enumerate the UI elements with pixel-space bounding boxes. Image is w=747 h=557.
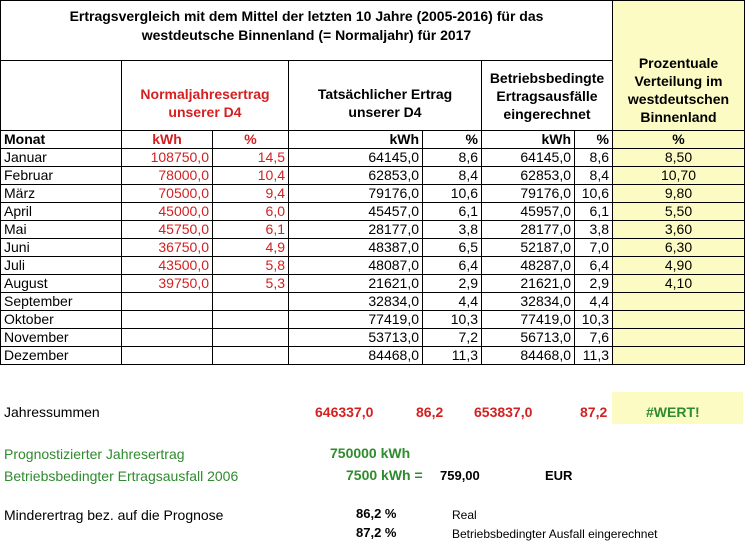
normal-pct-cell: 10,4 [213,167,289,185]
shortfall-adjusted-pct: 87,2 % [356,525,397,540]
actual-kwh-cell: 45457,0 [289,203,423,221]
totals-adjusted-pct: 87,2 [580,404,608,420]
month-cell: Dezember [1,347,122,365]
adjusted-kwh-cell: 48287,0 [482,257,575,275]
month-cell: September [1,293,122,311]
adjusted-pct-cell: 6,4 [575,257,613,275]
shortfall-adjusted-label: Betriebsbedingter Ausfall eingerechnet [452,527,658,541]
title-line-1: Ertragsvergleich mit dem Mittel der letzten 10 Jahre (2005-2016) für das [69,8,544,24]
distribution-cell [613,293,745,311]
normal-kwh-header: kWh [122,131,213,149]
distribution-cell: 10,70 [613,167,745,185]
actual-pct-cell: 2,9 [423,275,482,293]
distribution-pct-header: % [613,131,745,149]
table-row [1,293,745,311]
distribution-cell: 5,50 [613,203,745,221]
actual-pct-header: % [423,131,482,149]
normal-kwh-cell: 39750,0 [122,275,213,293]
actual-kwh-cell: 28177,0 [289,221,423,239]
actual-kwh-cell: 79176,0 [289,185,423,203]
adjusted-pct-cell: 7,6 [575,329,613,347]
normal-kwh-cell: 36750,0 [122,239,213,257]
totals-actual-pct: 86,2 [416,404,444,420]
adjusted-yield-header: Betriebsbedingte Ertragsausfälle eingerechnet [482,61,613,131]
month-header: Monat [1,131,122,149]
actual-pct-cell: 6,4 [423,257,482,275]
normal-kwh-cell [122,293,213,311]
normal-kwh-cell: 43500,0 [122,257,213,275]
normal-kwh-cell: 70500,0 [122,185,213,203]
actual-pct-cell: 7,2 [423,329,482,347]
actual-pct-cell: 10,6 [423,185,482,203]
actual-kwh-header: kWh [289,131,423,149]
normal-pct-cell [213,329,289,347]
adjusted-pct-cell: 4,4 [575,293,613,311]
normal-pct-cell: 5,3 [213,275,289,293]
totals-adjusted-kwh: 653837,0 [474,404,533,420]
title-line-2: westdeutsche Binnenland (= Normaljahr) für 2017 [141,27,472,43]
actual-pct-cell: 10,3 [423,311,482,329]
adjusted-kwh-cell: 32834,0 [482,293,575,311]
normal-pct-cell: 14,5 [213,149,289,167]
month-cell: Oktober [1,311,122,329]
adjusted-kwh-cell: 77419,0 [482,311,575,329]
adjusted-kwh-cell: 84468,0 [482,347,575,365]
adjusted-pct-cell: 10,3 [575,311,613,329]
actual-kwh-cell: 53713,0 [289,329,423,347]
totals-actual-kwh: 646337,0 [315,404,374,420]
actual-pct-cell: 4,4 [423,293,482,311]
adjusted-kwh-cell: 56713,0 [482,329,575,347]
normal-pct-cell: 5,8 [213,257,289,275]
forecast-value: 750000 kWh [330,445,411,461]
distribution-cell [613,347,745,365]
shortfall-real-label: Real [452,508,477,522]
shortfall-real-pct: 86,2 % [356,506,397,521]
month-cell: Juli [1,257,122,275]
distribution-cell [613,329,745,347]
adjusted-kwh-cell: 62853,0 [482,167,575,185]
actual-kwh-cell: 64145,0 [289,149,423,167]
actual-pct-cell: 8,6 [423,149,482,167]
actual-kwh-cell: 84468,0 [289,347,423,365]
actual-pct-cell: 6,1 [423,203,482,221]
adjusted-pct-cell: 7,0 [575,239,613,257]
distribution-cell: 8,50 [613,149,745,167]
table-row [1,203,745,221]
month-cell: Mai [1,221,122,239]
actual-pct-cell: 11,3 [423,347,482,365]
normal-pct-cell [213,311,289,329]
month-cell: Februar [1,167,122,185]
totals-distribution: #WERT! [646,404,700,420]
table-row [1,275,745,293]
adjusted-pct-header: % [575,131,613,149]
table-row [1,311,745,329]
adjusted-pct-cell: 8,6 [575,149,613,167]
month-cell: April [1,203,122,221]
table-row [1,329,745,347]
month-cell: März [1,185,122,203]
normal-kwh-cell: 108750,0 [122,149,213,167]
shortfall-label: Minderertrag bez. auf die Prognose [4,507,224,523]
distribution-header: Prozentuale Verteilung im westdeutschen Binnenland [613,1,745,131]
adjusted-kwh-header: kWh [482,131,575,149]
adjusted-kwh-cell: 21621,0 [482,275,575,293]
actual-kwh-cell: 62853,0 [289,167,423,185]
table-title [1,1,613,61]
table-row [1,239,745,257]
actual-kwh-cell: 48387,0 [289,239,423,257]
distribution-cell: 3,60 [613,221,745,239]
table-row [1,347,745,365]
adjusted-kwh-cell: 79176,0 [482,185,575,203]
empty-header-cell [1,61,122,131]
normal-pct-cell: 9,4 [213,185,289,203]
actual-pct-cell: 8,4 [423,167,482,185]
distribution-cell [613,311,745,329]
adjusted-kwh-cell: 28177,0 [482,221,575,239]
totals-label: Jahressummen [4,404,100,420]
adjusted-kwh-cell: 52187,0 [482,239,575,257]
loss-eur-unit: EUR [545,468,573,483]
table-row [1,149,745,167]
month-cell: Januar [1,149,122,167]
loss-label: Betriebsbedingter Ertragsausfall 2006 [4,468,239,484]
normal-kwh-cell [122,347,213,365]
table-row [1,167,745,185]
normal-yield-header: Normaljahresertrag unserer D4 [122,61,289,131]
normal-kwh-cell: 78000,0 [122,167,213,185]
distribution-cell: 4,10 [613,275,745,293]
actual-pct-cell: 6,5 [423,239,482,257]
month-cell: November [1,329,122,347]
month-cell: August [1,275,122,293]
normal-pct-header: % [213,131,289,149]
month-cell: Juni [1,239,122,257]
adjusted-pct-cell: 6,1 [575,203,613,221]
adjusted-kwh-cell: 64145,0 [482,149,575,167]
actual-kwh-cell: 21621,0 [289,275,423,293]
actual-yield-header: Tatsächlicher Ertrag unserer D4 [289,61,482,131]
forecast-label: Prognostizierter Jahresertrag [4,446,185,462]
normal-kwh-cell [122,311,213,329]
adjusted-pct-cell: 2,9 [575,275,613,293]
actual-pct-cell: 3,8 [423,221,482,239]
normal-kwh-cell [122,329,213,347]
actual-kwh-cell: 32834,0 [289,293,423,311]
adjusted-pct-cell: 3,8 [575,221,613,239]
distribution-cell: 9,80 [613,185,745,203]
normal-pct-cell: 4,9 [213,239,289,257]
loss-value: 7500 kWh = [346,467,423,483]
normal-pct-cell: 6,1 [213,221,289,239]
loss-eur-value: 759,00 [440,468,480,483]
distribution-cell: 6,30 [613,239,745,257]
adjusted-pct-cell: 8,4 [575,167,613,185]
normal-kwh-cell: 45750,0 [122,221,213,239]
actual-kwh-cell: 77419,0 [289,311,423,329]
adjusted-pct-cell: 10,6 [575,185,613,203]
adjusted-pct-cell: 11,3 [575,347,613,365]
normal-pct-cell: 6,0 [213,203,289,221]
adjusted-kwh-cell: 45957,0 [482,203,575,221]
normal-pct-cell [213,293,289,311]
normal-kwh-cell: 45000,0 [122,203,213,221]
table-row [1,257,745,275]
normal-pct-cell [213,347,289,365]
actual-kwh-cell: 48087,0 [289,257,423,275]
table-row [1,221,745,239]
table-row [1,185,745,203]
distribution-cell: 4,90 [613,257,745,275]
